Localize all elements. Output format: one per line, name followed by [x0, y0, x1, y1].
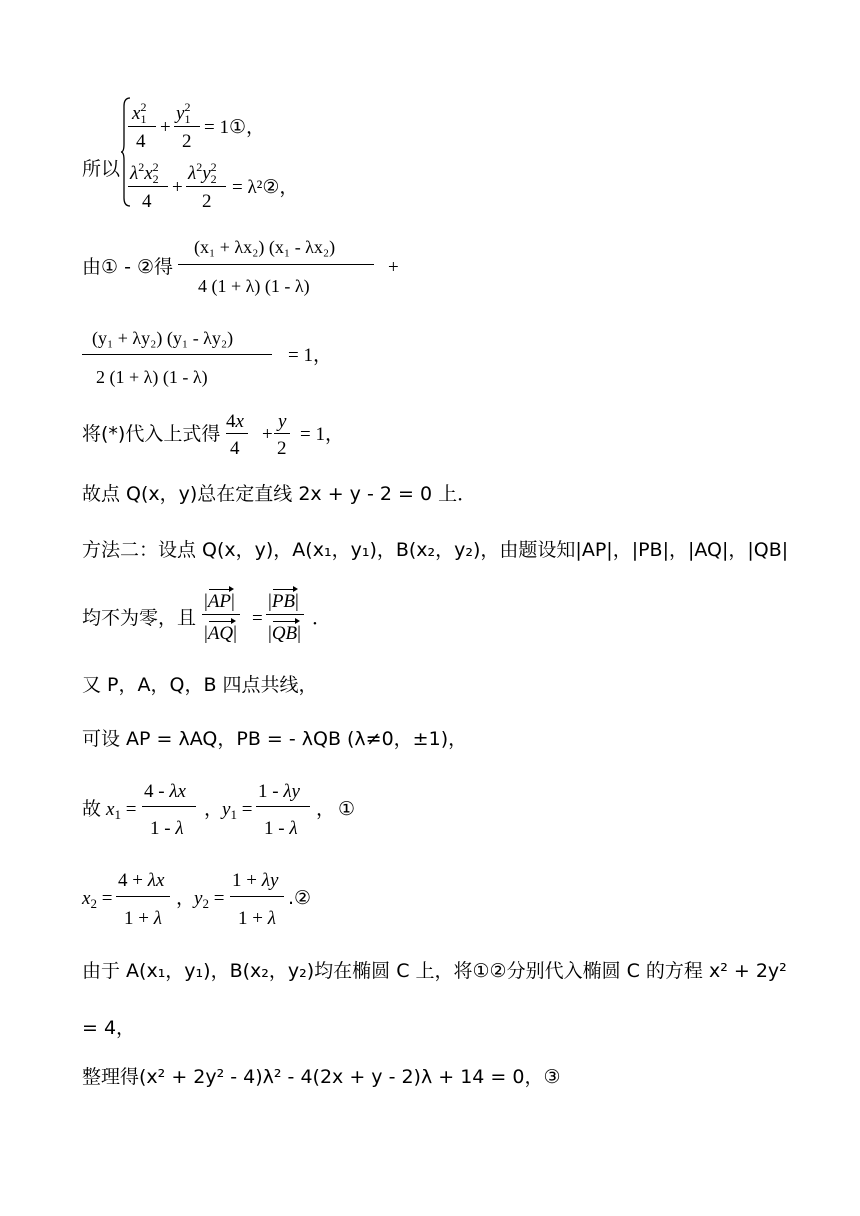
fraction1-denominator: 4 (1 + λ) (1 - λ) — [198, 276, 310, 296]
label-suoyi: 所以 — [82, 158, 121, 180]
nonzero-suffix: ． — [312, 607, 332, 629]
fraction2-numerator: (y₁ + λy₂) (y₁ - λy₂) — [92, 328, 234, 348]
plus-sign: + — [388, 257, 399, 278]
final-line: 整理得(x² + 2y² - 4)λ² - 4(2x + y - 2)λ + 14 = 0，③ — [82, 1066, 561, 1088]
conclusion-line: 故点 Q(x，y)总在定直线 2x + y - 2 = 0 上． — [82, 483, 477, 505]
x1-prefix: 故 — [82, 798, 102, 820]
x2-suffix: .② — [288, 887, 312, 909]
x1-suffix: ① — [338, 798, 356, 820]
substitution-prefix: 将(*)代入上式得 — [82, 423, 221, 445]
substitution-rhs: = 1， — [300, 424, 344, 445]
fraction2-denominator: 2 (1 + λ) (1 - λ) — [96, 367, 208, 387]
eq2-rhs: = λ²②， — [232, 177, 299, 198]
nonzero-prefix: 均不为零，且 — [82, 607, 197, 629]
set-line: 可设 AP = λAQ，PB = - λQB (λ≠0，±1)， — [82, 728, 468, 750]
collinear-line: 又 P，A，Q，B 四点共线， — [82, 674, 318, 696]
fraction1-numerator: (x₁ + λx₂) (x₁ - λx₂) — [194, 237, 336, 257]
left-brace-icon — [120, 96, 132, 208]
method2-line: 方法二：设点 Q(x，y)，A(x₁，y₁)，B(x₂，y₂)，由题设知|AP|，|PB|，|AQ|，|QB| — [82, 539, 789, 561]
fraction2-rhs: = 1， — [288, 345, 332, 366]
ellipse-line-2: = 4， — [82, 1017, 136, 1039]
subtraction-prefix: 由① - ②得 — [82, 256, 174, 278]
ellipse-line-1: 由于 A(x₁，y₁)，B(x₂，y₂)均在椭圆 C 上，将①②分别代入椭圆 C 的方程 x² + 2y² — [82, 960, 787, 982]
eq1-rhs: = 1①， — [204, 117, 265, 138]
